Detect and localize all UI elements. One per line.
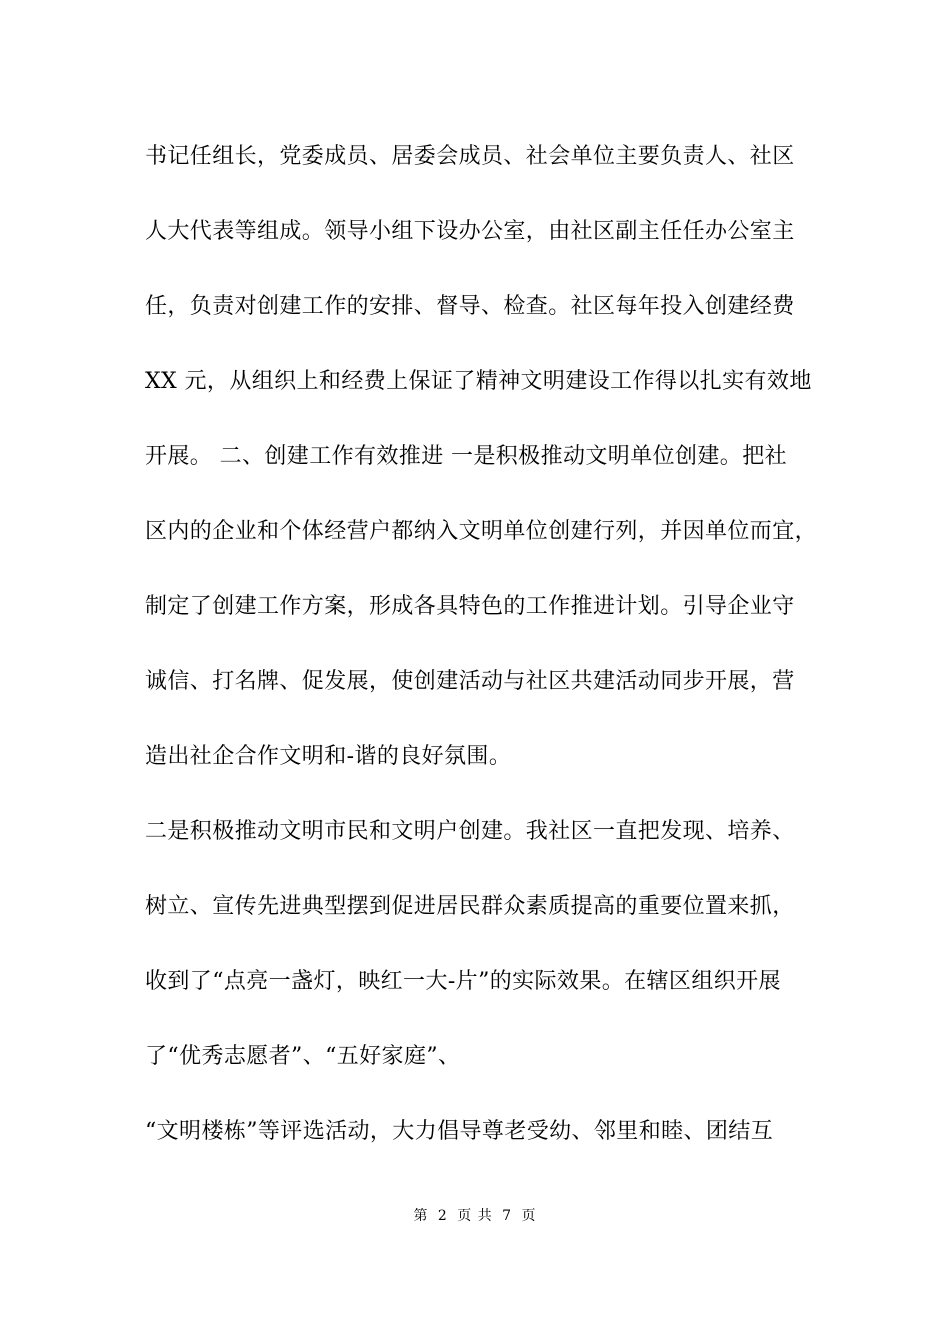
text-line-12: 收到了“点亮一盏灯，映红一大-片”的实际效果。在辖区组织开展 [145,969,781,994]
text-line-6: 区内的企业和个体经营户都纳入文明单位创建行列，并因单位而宜， [145,519,818,544]
text-line-3: 任，负责对创建工作的安排、督导、检查。社区每年投入创建经费 [145,294,795,319]
text-line-7: 制定了创建工作方案，形成各具特色的工作推进计划。引导企业守 [145,594,795,619]
footer-current-page: 2 [437,1208,448,1224]
page-footer [0,1206,950,1226]
footer-suffix: 页 [521,1208,537,1224]
text-line-14: “文明楼栋”等评选活动，大力倡导尊老受幼、邻里和睦、团结互 [145,1119,774,1144]
text-line-8: 诚信、打名牌、促发展，使创建活动与社区共建活动同步开展，营 [145,669,795,694]
footer-middle: 页 共 [457,1208,493,1224]
text-line-11: 树立、宣传先进典型摆到促进居民群众素质提高的重要位置来抓， [145,894,795,919]
body-text [145,132,835,1182]
footer-total-pages: 7 [502,1208,513,1224]
text-line-2: 人大代表等组成。领导小组下设办公室，由社区副主任任办公室主 [145,219,795,244]
text-line-4: XX 元，从组织上和经费上保证了精神文明建设工作得以扎实有效地 [145,369,812,394]
footer-prefix: 第 [413,1208,429,1224]
text-line-5: 开展。 二、创建工作有效推进 一是积极推动文明单位创建。把社 [145,444,787,469]
text-line-13: 了“优秀志愿者”、“五好家庭”、 [145,1044,461,1069]
text-line-1: 书记任组长，党委成员、居委会成员、社会单位主要负责人、社区 [145,144,795,169]
text-line-10: 二是积极推动文明市民和文明户创建。我社区一直把发现、培养、 [145,819,795,844]
text-line-9: 造出社企合作文明和-谐的良好氛围。 [145,744,512,769]
